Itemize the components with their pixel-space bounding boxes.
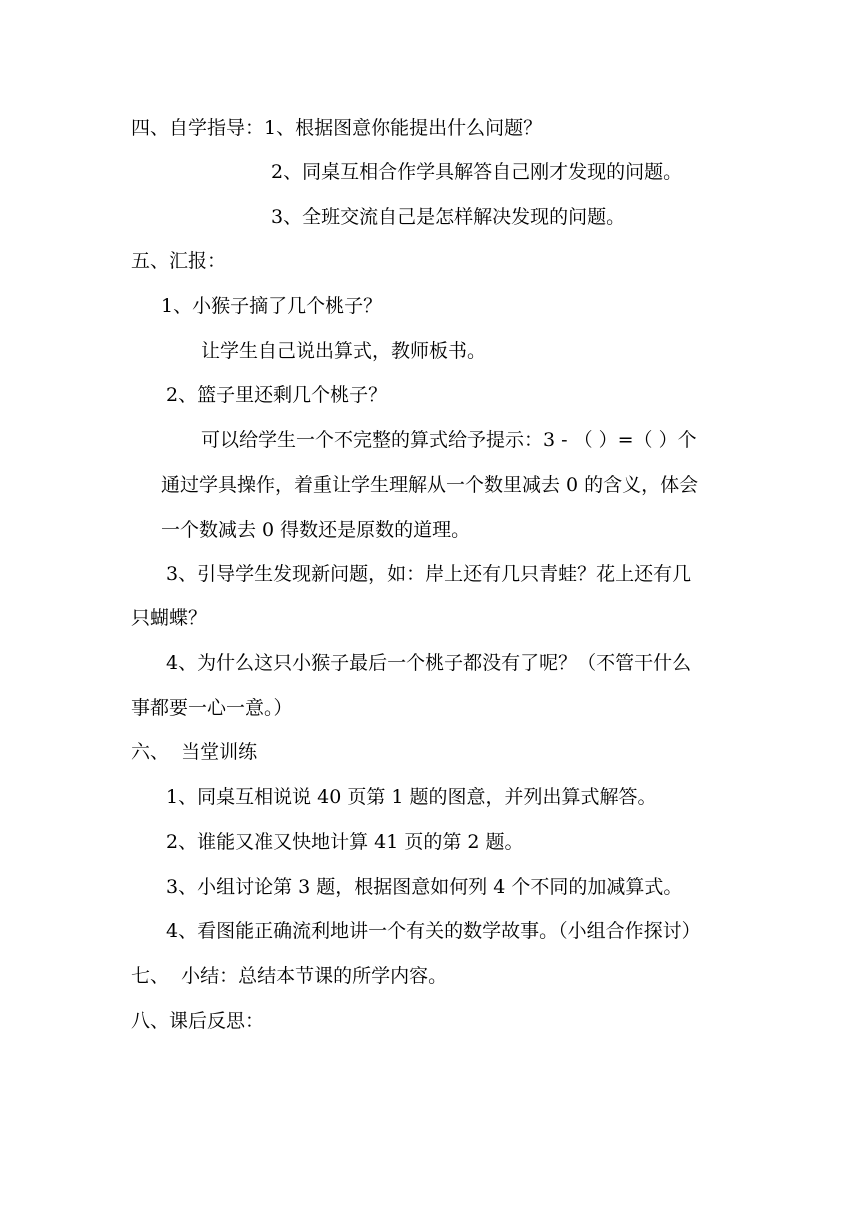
section-7-heading: 七、 小结：总结本节课的所学内容。	[131, 965, 448, 987]
report-item-2-title: 2、篮子里还剩几个桃子？	[166, 384, 388, 406]
report-item-1-body: 让学生自己说出算式，教师板书。	[201, 340, 487, 362]
report-item-2-body-line: 可以给学生一个不完整的算式给予提示：3 - （ ）=（ ）个	[201, 429, 697, 451]
section-4-item: 2、同桌互相合作学具解答自己刚才发现的问题。	[271, 161, 683, 183]
section-8-heading: 八、课后反思：	[131, 1010, 265, 1032]
section-6-heading: 六、 当堂训练	[131, 741, 258, 763]
report-item-3-line: 只蝴蝶？	[131, 607, 208, 629]
report-item-4-line: 4、为什么这只小猴子最后一个桃子都没有了呢？（不管干什么	[166, 652, 692, 674]
section-4-item: 3、全班交流自己是怎样解决发现的问题。	[271, 206, 626, 228]
report-item-1-title: 1、小猴子摘了几个桃子？	[161, 295, 383, 317]
section-5-heading: 五、汇报：	[131, 250, 227, 272]
practice-item: 3、小组讨论第 3 题，根据图意如何列 4 个不同的加减算式。	[166, 876, 683, 898]
report-item-3-line: 3、引导学生发现新问题，如：岸上还有几只青蛙？花上还有几	[166, 563, 692, 585]
practice-item: 1、同桌互相说说 40 页第 1 题的图意，并列出算式解答。	[166, 786, 657, 808]
report-item-4-line: 事都要一心一意。）	[131, 697, 293, 719]
report-item-2-body-line: 一个数减去 0 得数还是原数的道理。	[161, 519, 471, 541]
practice-item: 4、看图能正确流利地讲一个有关的数学故事。（小组合作探讨）	[166, 920, 701, 942]
report-item-2-body-line: 通过学具操作，着重让学生理解从一个数里减去 0 的含义，体会	[161, 474, 699, 496]
section-4-heading: 四、自学指导：1、根据图意你能提出什么问题？	[131, 117, 543, 139]
practice-item: 2、谁能又准又快地计算 41 页的第 2 题。	[166, 831, 524, 853]
